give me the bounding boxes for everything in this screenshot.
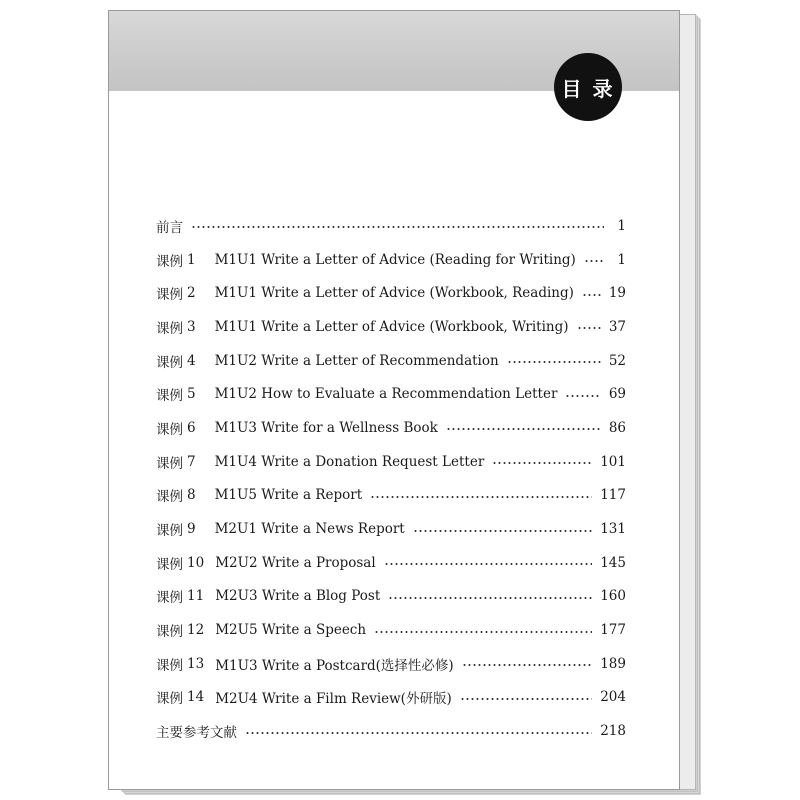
toc-entry-label: 课例 — [156, 287, 183, 304]
toc-entry-page: 131 — [600, 521, 626, 538]
toc-entry-number: 8 — [187, 487, 196, 504]
toc-entry — [156, 479, 626, 513]
toc-leader-dots — [462, 664, 593, 666]
toc-entry-label: 课例 — [156, 388, 183, 405]
toc-entry — [156, 512, 626, 546]
toc-entry-label: 课例 — [156, 657, 183, 674]
contents-title-badge — [554, 53, 622, 121]
toc-entry-number: 7 — [187, 453, 196, 470]
toc-entry-title: M1U2 Write a Letter of Recommendation — [214, 352, 499, 369]
toc-leader-dots — [565, 395, 600, 397]
toc-entry-page: 86 — [608, 419, 626, 436]
toc-entry-page: 218 — [600, 723, 626, 740]
toc-leader-dots — [584, 260, 604, 262]
toc-leader-dots — [577, 327, 601, 329]
toc-entry-number: 1 — [187, 251, 196, 268]
toc-entry-title: M1U1 Write a Letter of Advice (Reading for Writing) — [214, 251, 576, 268]
toc-leader-dots — [370, 496, 592, 498]
toc-entry-title: M2U1 Write a News Report — [214, 521, 405, 538]
toc-entry-page: 37 — [608, 318, 626, 335]
toc-entry-title: M1U4 Write a Donation Request Letter — [214, 453, 485, 470]
toc-entry — [156, 445, 626, 479]
table-of-contents — [156, 209, 626, 748]
toc-entry-number: 13 — [187, 655, 205, 672]
toc-leader-dots — [446, 428, 601, 430]
toc-entry-title: M1U2 How to Evaluate a Recommendation Letter — [214, 386, 558, 403]
toc-leader-dots — [191, 226, 604, 228]
toc-entry-number: 4 — [187, 352, 196, 369]
toc-entry-title: M2U2 Write a Proposal — [215, 554, 376, 571]
toc-entry-title: M1U5 Write a Report — [214, 487, 363, 504]
toc-leader-dots — [388, 597, 592, 599]
toc-entry — [156, 411, 626, 445]
toc-leader-dots — [582, 294, 601, 296]
toc-entry-title: M2U5 Write a Speech — [215, 622, 367, 639]
toc-leader-dots — [413, 530, 592, 532]
contents-title: 目 录 — [561, 76, 615, 101]
toc-entry — [156, 209, 626, 243]
toc-entry-title: M2U4 Write a Film Review(外研版) — [215, 691, 452, 708]
toc-leader-dots — [384, 563, 593, 565]
toc-entry-page: 160 — [600, 588, 626, 605]
toc-leader-dots — [507, 361, 601, 363]
toc-entry-page: 117 — [600, 487, 626, 504]
toc-entry — [156, 580, 626, 614]
toc-leader-dots — [374, 631, 592, 633]
toc-entry-number: 11 — [187, 588, 205, 605]
toc-entry-number: 6 — [187, 419, 196, 436]
toc-entry-label: 课例 — [156, 590, 183, 607]
toc-entry-label: 课例 — [156, 421, 183, 438]
toc-entry — [156, 276, 626, 310]
toc-entry-page: 1 — [617, 251, 626, 268]
toc-entry-number: 3 — [187, 318, 196, 335]
toc-entry-label: 课例 — [156, 253, 183, 270]
toc-entry-label: 课例 — [156, 523, 183, 540]
toc-entry-title: M1U1 Write a Letter of Advice (Workbook, Writing) — [214, 318, 569, 335]
toc-entry — [156, 681, 626, 715]
toc-entry-number: 5 — [187, 386, 196, 403]
toc-entry — [156, 613, 626, 647]
toc-entry-label: 课例 — [156, 320, 183, 337]
toc-entry-page: 189 — [600, 655, 626, 672]
toc-entry-label: 课例 — [156, 556, 183, 573]
toc-entry-page: 1 — [617, 217, 626, 234]
toc-entry-page: 69 — [608, 386, 626, 403]
toc-entry-label: 前言 — [156, 219, 183, 236]
toc-entry-label: 主要参考文献 — [156, 725, 237, 742]
toc-entry-number: 14 — [187, 689, 205, 706]
toc-entry — [156, 310, 626, 344]
toc-entry-page: 52 — [608, 352, 626, 369]
toc-entry-title: M1U1 Write a Letter of Advice (Workbook, Reading) — [214, 285, 574, 302]
toc-leader-dots — [245, 732, 592, 734]
toc-entry-title: M1U3 Write for a Wellness Book — [214, 419, 438, 436]
toc-leader-dots — [460, 698, 593, 700]
toc-entry — [156, 647, 626, 681]
toc-entry-label: 课例 — [156, 624, 183, 641]
toc-entry-label: 课例 — [156, 489, 183, 506]
toc-entry-page: 204 — [600, 689, 626, 706]
toc-entry-title: M2U3 Write a Blog Post — [215, 588, 381, 605]
toc-entry-number: 2 — [187, 285, 196, 302]
toc-entry — [156, 243, 626, 277]
toc-entry — [156, 546, 626, 580]
book-page — [108, 10, 680, 790]
toc-entry — [156, 344, 626, 378]
toc-entry-number: 10 — [187, 554, 205, 571]
toc-entry-page: 145 — [600, 554, 626, 571]
toc-entry-page: 19 — [608, 285, 626, 302]
toc-entry-page: 101 — [600, 453, 626, 470]
toc-entry-label: 课例 — [156, 455, 183, 472]
toc-entry-number: 9 — [187, 521, 196, 538]
toc-entry-number: 12 — [187, 622, 205, 639]
toc-entry — [156, 377, 626, 411]
toc-entry-label: 课例 — [156, 691, 183, 708]
toc-entry — [156, 714, 626, 748]
toc-leader-dots — [492, 462, 592, 464]
toc-entry-page: 177 — [600, 622, 626, 639]
toc-entry-title: M1U3 Write a Postcard(选择性必修) — [215, 657, 454, 674]
toc-entry-label: 课例 — [156, 354, 183, 371]
